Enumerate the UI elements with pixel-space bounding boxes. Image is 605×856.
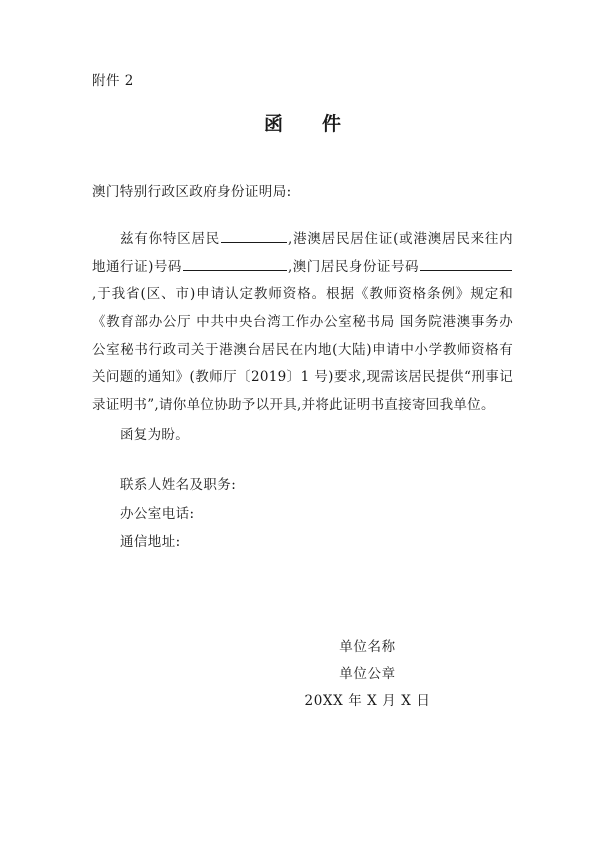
page-title: 函 件	[263, 112, 351, 135]
signature-unit-name: 单位名称	[339, 639, 396, 656]
signature-unit-seal: 单位公章	[339, 666, 396, 683]
paragraph1-segment-1: 兹有你特区居民	[120, 230, 221, 247]
addressee-line: 澳门特别行政区政府身份证明局:	[92, 183, 292, 200]
paragraph1-segment-2: ,港澳居民居住证(或港澳居民来往内地通行证)号码	[92, 230, 513, 275]
paragraph1-segment-3: ,澳门居民身份证号码	[287, 258, 419, 275]
body-paragraph-2: 函复为盼。	[120, 426, 189, 443]
resident-name-blank	[221, 228, 287, 243]
contact-mail-address: 通信地址:	[120, 533, 181, 550]
paragraph1-segment-4: ,于我省(区、市)申请认定教师资格。根据《教师资格条例》规定和《教育部办公厅 中共中央台湾工作办公室秘书局 国务院港澳事务办公室秘书行政司关于港澳台居民在内地(大陆)申请中小学教师资格有关问题的通知》(教师厅〔2019〕1 号)要求,现需该居民提供“刑事记录证明书”,请你单位协助予以开具,并将此证明书直接寄回我单位。	[92, 286, 513, 413]
signature-block	[92, 634, 513, 715]
contact-block	[92, 471, 513, 556]
permit-number-blank	[183, 256, 287, 271]
contact-name-title: 联系人姓名及职务:	[120, 477, 237, 494]
body-paragraph-1	[92, 226, 513, 420]
attachment-label: 附件 2	[92, 73, 134, 89]
signature-date: 20XX 年 X 月 X 日	[304, 693, 431, 710]
contact-office-phone: 办公室电话:	[120, 505, 195, 522]
id-number-blank	[420, 256, 512, 271]
